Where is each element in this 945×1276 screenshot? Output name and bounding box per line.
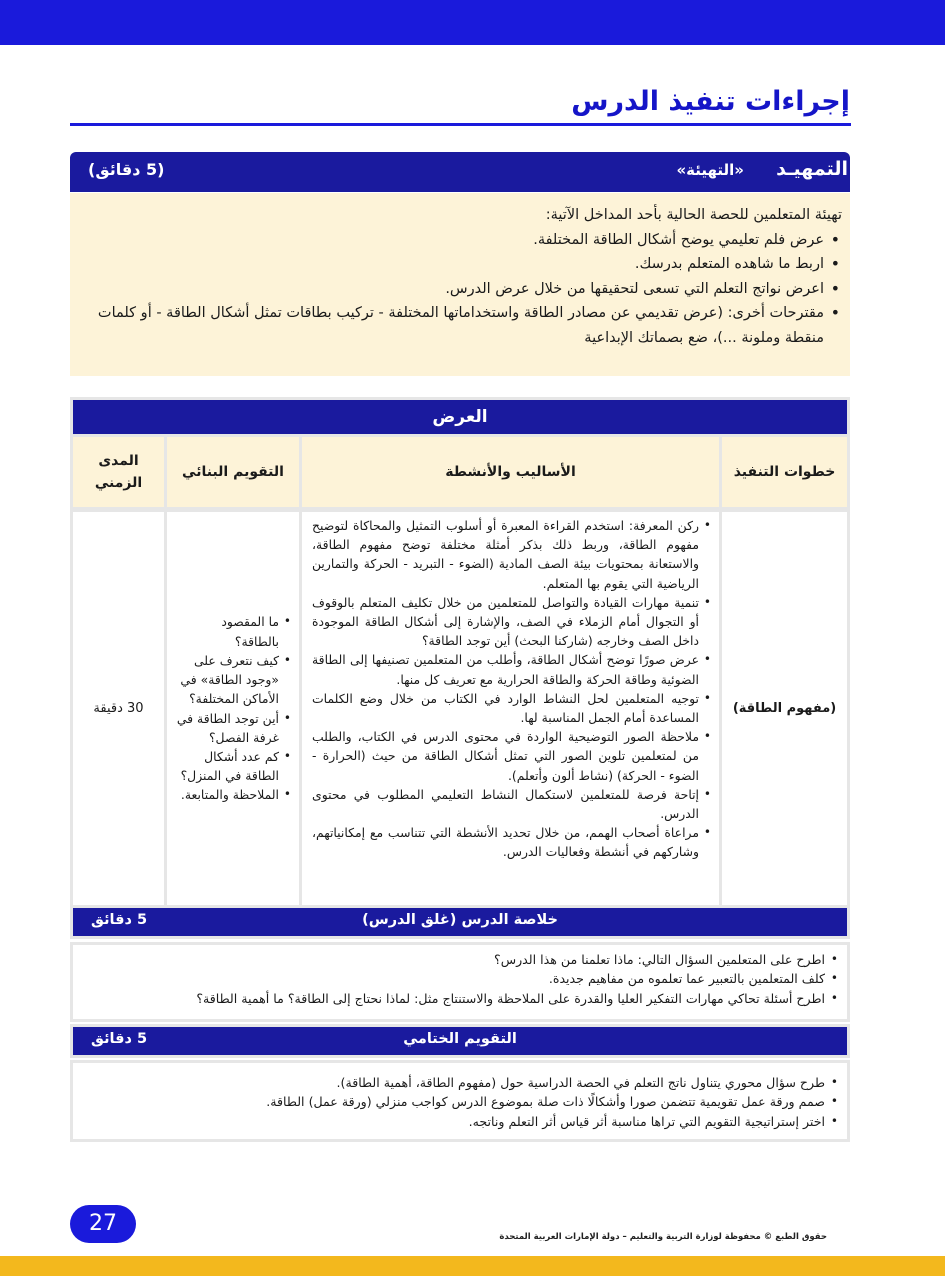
final-assessment-item: • صمم ورقة عمل تقويمية تتضمن صورا وأشكالًا ذات صلة بموضوع الدرس كواجب منزلي (ورقة عمل) الطاقة. xyxy=(81,1092,839,1111)
closure-item: • كلف المتعلمين بالتعبير عما تعلموه من مفاهيم جديدة. xyxy=(81,969,839,988)
closure-box xyxy=(70,942,850,1022)
activities-list xyxy=(312,516,711,862)
duration-value: 30 دقيقة xyxy=(93,700,144,716)
final-assessment-box xyxy=(70,1060,850,1142)
final-assessment-title: التقويم الختامي xyxy=(403,1031,517,1047)
page-number: 27 xyxy=(70,1205,136,1243)
duration-cell xyxy=(73,512,164,905)
activity-item: • عرض صورًا توضح أشكال الطاقة، وأطلب من المتعلمين تصنيفها إلى الطاقة الضوئية وطاقة الحركة والطاقة الحرارية مع تعريف كل منها. xyxy=(312,650,711,688)
bottom-banner xyxy=(0,1256,945,1276)
activity-item: • إتاحة فرصة للمتعلمين لاستكمال النشاط التعليمي المطلوب في محتوى الدرس. xyxy=(312,785,711,823)
warmup-item: • اعرض نواتج التعلم التي تسعى لتحقيقها من خلال عرض الدرس. xyxy=(84,277,842,302)
presentation-table xyxy=(70,397,850,907)
closure-list xyxy=(81,950,839,1008)
title-underline xyxy=(70,123,851,126)
warmup-item: • اربط ما شاهده المتعلم بدرسك. xyxy=(84,252,842,277)
final-assessment-item: • اختر إستراتيجية التقويم التي تراها مناسبة أثر قياس أثر التعلم وناتجه. xyxy=(81,1112,839,1131)
header-steps: خطوات التنفيذ xyxy=(722,437,847,507)
header-assessment: التقويم البنائي xyxy=(167,437,299,507)
assessment-cell xyxy=(167,512,299,905)
closure-item: • اطرح على المتعلمين السؤال التالي: ماذا تعلمنا من هذا الدرس؟ xyxy=(81,950,839,969)
activities-cell xyxy=(302,512,719,905)
header-activities: الأساليب والأنشطة xyxy=(302,437,719,507)
activity-item: • ركن المعرفة: استخدم القراءة المعبرة أو أسلوب التمثيل والمحاكاة لتوضيح مفهوم الطاقة، وربط ذلك بذكر أمثلة مختلفة توضح مفهوم الطاقة، والاستعانة بمحتويات بيئة الصف المادية (الضوء - التبريد - الحركة والتمارين الرياضية التي يقوم بها المتعلم. xyxy=(312,516,711,593)
step-cell xyxy=(722,512,847,905)
assessment-item: • الملاحظة والمتابعة. xyxy=(175,785,291,804)
activity-item: • توجيه المتعلمين لحل النشاط الوارد في الكتاب من خلال وضع الكلمات المساعدة أمام الجمل المناسبة لها. xyxy=(312,689,711,727)
warmup-list xyxy=(84,228,842,351)
assessment-item: • كيف نتعرف على «وجود الطاقة» في الأماكن المختلفة؟ xyxy=(175,651,291,709)
closure-time: 5 دقائق xyxy=(91,912,148,928)
warmup-subtitle: «التهيئة» xyxy=(676,161,744,179)
warmup-item: • عرض فلم تعليمي يوضح أشكال الطاقة المختلفة. xyxy=(84,228,842,253)
warmup-title: التمهيـد xyxy=(776,158,848,180)
final-assessment-item: • طرح سؤال محوري يتناول ناتج التعلم في الحصة الدراسية حول (مفهوم الطاقة، أهمية الطاقة). xyxy=(81,1073,839,1092)
warmup-item: • مقترحات أخرى: (عرض تقديمي عن مصادر الطاقة واستخداماتها المختلفة - تركيب بطاقات تمثل أشكال الطاقة - أو كلمات منقطة وملونة ...)، ضع بصماتك الإبداعية xyxy=(84,301,842,350)
activity-item: • تنمية مهارات القيادة والتواصل للمتعلمين من خلال تكليف المتعلم بالوقوف أو التجوال أمام الزملاء في الصف، والإشارة إلى أشكال الطاقة الموجودة داخل الصف وخارجه (شاركنا البحث) أين توجد الطاقة؟ xyxy=(312,593,711,651)
closure-item: • اطرح أسئلة تحاكي مهارات التفكير العليا والقدرة على الملاحظة والاستنتاج مثل: لماذا نحتاج إلى الطاقة؟ ما أهمية الطاقة؟ xyxy=(81,989,839,1008)
assessment-list xyxy=(175,612,291,804)
final-assessment-header xyxy=(70,1024,850,1058)
closure-header xyxy=(70,905,850,939)
final-assessment-time: 5 دقائق xyxy=(91,1031,148,1047)
assessment-item: • ما المقصود بالطاقة؟ xyxy=(175,612,291,650)
activity-item: • مراعاة أصحاب الهمم، من خلال تحديد الأنشطة التي تتناسب مع إمكانياتهم، وشاركهم في أنشطة وفعاليات الدرس. xyxy=(312,823,711,861)
step-label: (مفهوم الطاقة) xyxy=(732,700,837,716)
warmup-body xyxy=(70,193,850,376)
activity-item: • ملاحظة الصور التوضيحية الواردة في محتوى الدرس في الكتاب، والطلب من لمتعلمين تلوين الصور التي تمثل أشكال الطاقة من حيث (الحرارة - الضوء - الحركة) (نشاط ألون وأتعلم). xyxy=(312,727,711,785)
warmup-time: (5 دقائق) xyxy=(88,160,165,179)
assessment-item: • أين توجد الطاقة في غرفة الفصل؟ xyxy=(175,709,291,747)
warmup-intro: تهيئة المتعلمين للحصة الحالية بأحد المداخل الآتية: xyxy=(545,207,842,223)
page-title: إجراءات تنفيذ الدرس xyxy=(571,86,850,117)
closure-title: خلاصة الدرس (غلق الدرس) xyxy=(362,912,558,928)
copyright-note: حقوق الطبع © محفوظة لوزارة التربية والتعليم – دولة الإمارات العربية المتحدة xyxy=(499,1232,827,1242)
presentation-title: العرض xyxy=(73,400,847,434)
header-duration: المدى الزمني xyxy=(73,437,164,507)
top-banner xyxy=(0,0,945,45)
assessment-item: • كم عدد أشكال الطاقة في المنزل؟ xyxy=(175,747,291,785)
final-assessment-list xyxy=(81,1073,839,1131)
warmup-header xyxy=(70,152,850,192)
